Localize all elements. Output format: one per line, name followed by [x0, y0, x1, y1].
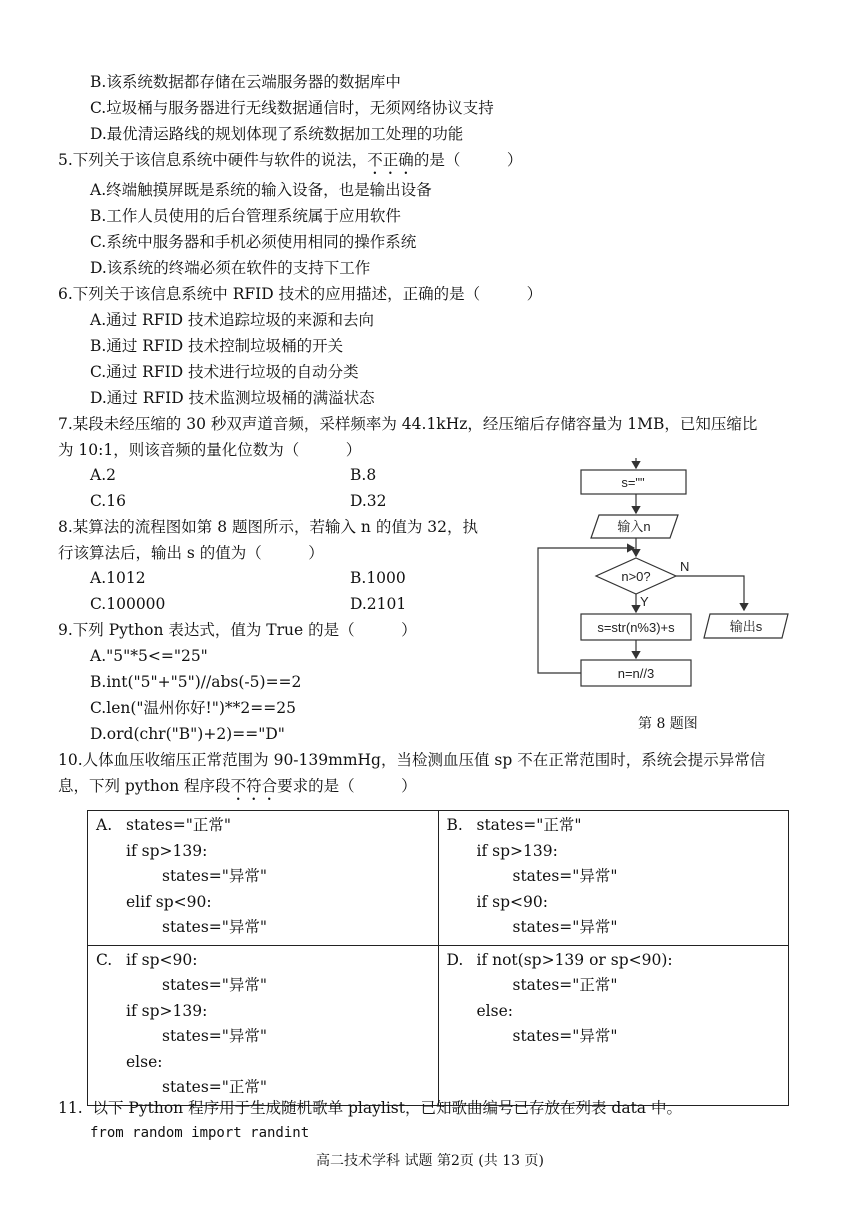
q9-option-a: A."5"*5<="25" [90, 647, 208, 665]
q10-option-b-cell: B. states="正常" if sp>139: states="异常" if sp<90: states="异常" [438, 811, 789, 946]
q5-option-d: D.该系统的终端必须在软件的支持下工作 [90, 259, 371, 277]
flow-input-text: 输入n [617, 519, 651, 534]
q10-option-c-cell: C. if sp<90: states="异常" if sp>139: states="异常" else: states="正常" [88, 945, 439, 1105]
flow-no-arrow [676, 576, 744, 610]
q8-option-c: C.100000 [90, 595, 166, 613]
q4-option-b: B.该系统数据都存储在云端服务器的数据库中 [90, 73, 401, 91]
page-footer: 高二技术学科 试题 第2页 (共 13 页) [316, 1153, 544, 1169]
q7-option-b: B.8 [350, 466, 377, 484]
code-line: if not(sp>139 or sp<90): [476, 950, 673, 969]
q9-option-d: D.ord(chr("B")+2)=="D" [90, 725, 285, 743]
q5-option-b: B.工作人员使用的后台管理系统属于应用软件 [90, 207, 401, 225]
q5-option-c: C.系统中服务器和手机必须使用相同的操作系统 [90, 233, 417, 251]
q10-stem-line2: 息，下列 python 程序段不符合要求的是（ ） [58, 777, 417, 795]
flow-loop-arrow [538, 548, 634, 673]
flow-yes-label: Y [640, 594, 649, 609]
code-line: states="异常" [162, 867, 268, 885]
flowchart [530, 458, 800, 708]
q9-option-c: C.len("温州你好!")**2==25 [90, 699, 296, 717]
code-line: if sp>139: [126, 1001, 208, 1020]
flow-decision-text: n>0? [621, 569, 651, 584]
flow-output-text: 输出s [729, 619, 763, 634]
code-line: elif sp<90: [126, 892, 212, 911]
q8-stem-line1: 8.某算法的流程图如第 8 题图所示，若输入 n 的值为 32，执 [58, 518, 478, 536]
code-line: states="异常" [512, 1027, 618, 1045]
q9-option-b: B.int("5"+"5")//abs(-5)==2 [90, 673, 302, 691]
q10-option-d-cell: D. if not(sp>139 or sp<90): states="正常" else: states="异常" [438, 945, 789, 1105]
code-line: else: [126, 1052, 163, 1071]
figure-caption: 第 8 题图 [638, 716, 698, 732]
q6-option-b: B.通过 RFID 技术控制垃圾桶的开关 [90, 337, 344, 355]
code-line: states="异常" [162, 1027, 268, 1045]
code-line: states="正常" [512, 976, 618, 994]
q6-stem: 6.下列关于该信息系统中 RFID 技术的应用描述，正确的是（ ） [58, 285, 543, 303]
flow-no-label: N [680, 559, 690, 574]
code-line: states="异常" [162, 918, 268, 936]
q7-stem-line2: 为 10:1，则该音频的量化位数为（ ） [58, 441, 362, 459]
code-line: states="异常" [512, 918, 618, 936]
flow-update-text: n=n//3 [617, 666, 655, 681]
code-line: states="正常" [162, 1078, 268, 1096]
flow-body-text: s=str(n%3)+s [597, 620, 675, 635]
q7-option-d: D.32 [350, 492, 387, 510]
code-line: states="正常" [126, 816, 232, 834]
q11-stem: 11. 以下 Python 程序用于生成随机歌单 playlist，已知歌曲编号已存放在列表 data 中。 [58, 1099, 682, 1117]
code-line: states="异常" [162, 976, 268, 994]
q4-option-c: C.垃圾桶与服务器进行无线数据通信时，无须网络协议支持 [90, 99, 494, 117]
q7-stem-line1: 7.某段未经压缩的 30 秒双声道音频，采样频率为 44.1kHz，经压缩后存储容量为 1MB，已知压缩比 [58, 415, 758, 433]
code-line: if sp>139: [126, 841, 208, 860]
q8-option-b: B.1000 [350, 569, 406, 587]
q9-stem: 9.下列 Python 表达式，值为 True 的是（ ） [58, 621, 417, 639]
q5-stem: 5.下列关于该信息系统中硬件与软件的说法，不正确的是（ ） [58, 151, 523, 169]
flow-init-text: s="" [621, 475, 645, 490]
code-line: if sp<90: [476, 892, 548, 911]
q7-option-c: C.16 [90, 492, 126, 510]
q5-option-a: A.终端触摸屏既是系统的输入设备，也是输出设备 [90, 181, 432, 199]
q10-code-table [87, 810, 789, 1106]
code-line: states="异常" [512, 867, 618, 885]
code-line: if sp<90: [126, 950, 198, 969]
code-line: else: [476, 1001, 513, 1020]
q8-stem-line2: 行该算法后，输出 s 的值为（ ） [58, 544, 324, 562]
code-line: if sp>139: [476, 841, 558, 860]
q8-option-a: A.1012 [90, 569, 146, 587]
q6-option-c: C.通过 RFID 技术进行垃圾的自动分类 [90, 363, 359, 381]
q8-option-d: D.2101 [350, 595, 407, 613]
code-line: states="正常" [476, 816, 582, 834]
q6-option-d: D.通过 RFID 技术监测垃圾桶的满溢状态 [90, 389, 375, 407]
q11-code-line: from random import randint [90, 1125, 310, 1141]
q7-option-a: A.2 [90, 466, 116, 484]
q6-option-a: A.通过 RFID 技术追踪垃圾的来源和去向 [90, 311, 374, 329]
q10-stem-line1: 10.人体血压收缩压正常范围为 90-139mmHg，当检测血压值 sp 不在正常范围时，系统会提示异常信 [58, 751, 766, 769]
q4-option-d: D.最优清运路线的规划体现了系统数据加工处理的功能 [90, 125, 464, 143]
q10-option-a-cell: A. states="正常" if sp>139: states="异常" elif sp<90: states="异常" [88, 811, 439, 946]
